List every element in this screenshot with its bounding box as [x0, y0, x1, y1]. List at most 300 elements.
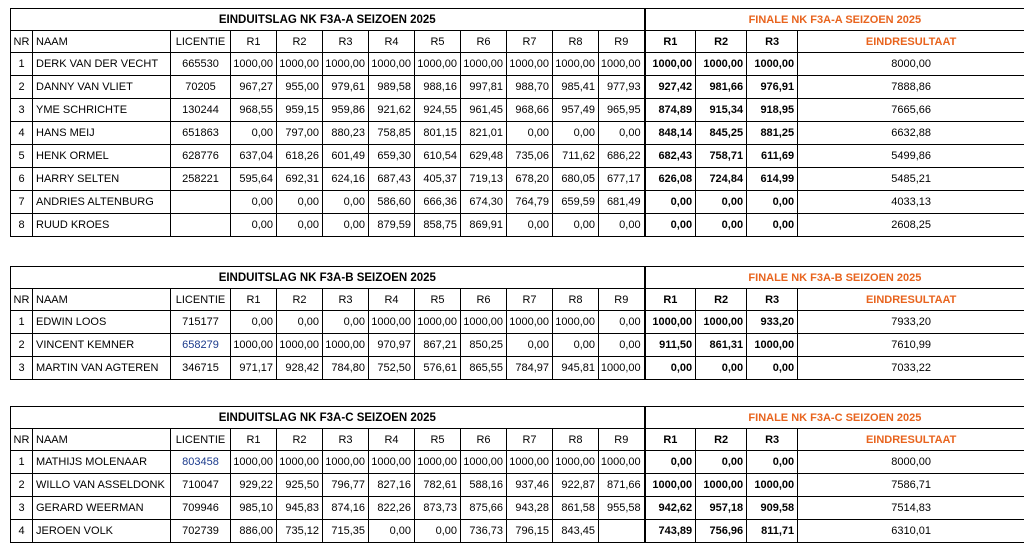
table-row — [11, 76, 1024, 99]
round-score: 758,85 — [369, 122, 415, 145]
row-nr: 2 — [11, 474, 33, 497]
table-row — [11, 334, 1024, 357]
table-row — [11, 191, 1024, 214]
final-result: 8000,00 — [798, 451, 1024, 474]
round-score: 1000,00 — [323, 53, 369, 76]
final-score: 848,14 — [645, 122, 696, 145]
final-score: 845,25 — [696, 122, 747, 145]
final-result: 7888,86 — [798, 76, 1024, 99]
final-score: 933,20 — [747, 311, 798, 334]
header-round: R5 — [415, 31, 461, 53]
final-score: 0,00 — [747, 214, 798, 237]
final-score: 614,99 — [747, 168, 798, 191]
round-score: 678,20 — [507, 168, 553, 191]
table-row — [11, 357, 1024, 380]
license-number: 715177 — [171, 311, 231, 334]
final-result: 5499,86 — [798, 145, 1024, 168]
header-licentie: LICENTIE — [171, 429, 231, 451]
final-score: 682,43 — [645, 145, 696, 168]
final-score: 861,31 — [696, 334, 747, 357]
round-score: 0,00 — [231, 122, 277, 145]
round-score: 989,58 — [369, 76, 415, 99]
round-score: 680,05 — [553, 168, 599, 191]
round-score: 624,16 — [323, 168, 369, 191]
round-score: 1000,00 — [415, 451, 461, 474]
round-score: 925,50 — [277, 474, 323, 497]
round-score: 1000,00 — [553, 451, 599, 474]
final-score: 918,95 — [747, 99, 798, 122]
round-score: 0,00 — [415, 520, 461, 543]
license-number: 70205 — [171, 76, 231, 99]
row-nr: 8 — [11, 214, 33, 237]
header-final-round: R1 — [645, 31, 696, 53]
round-score: 659,59 — [553, 191, 599, 214]
round-score: 0,00 — [553, 214, 599, 237]
header-naam: NAAM — [33, 31, 171, 53]
license-number: 702739 — [171, 520, 231, 543]
round-score: 1000,00 — [599, 53, 645, 76]
round-score: 735,12 — [277, 520, 323, 543]
pilot-name: GERARD WEERMAN — [33, 497, 171, 520]
final-score: 1000,00 — [696, 311, 747, 334]
round-score: 618,26 — [277, 145, 323, 168]
round-score: 929,22 — [231, 474, 277, 497]
final-score: 0,00 — [696, 191, 747, 214]
license-number — [171, 214, 231, 237]
round-score: 850,25 — [461, 334, 507, 357]
final-score: 1000,00 — [747, 334, 798, 357]
round-score: 692,31 — [277, 168, 323, 191]
final-score: 0,00 — [645, 451, 696, 474]
license-number[interactable]: 803458 — [171, 451, 231, 474]
row-nr: 5 — [11, 145, 33, 168]
pilot-name: VINCENT KEMNER — [33, 334, 171, 357]
header-round: R2 — [277, 31, 323, 53]
table-row — [11, 311, 1024, 334]
header-final-round: R1 — [645, 429, 696, 451]
header-round: R9 — [599, 429, 645, 451]
round-score: 977,93 — [599, 76, 645, 99]
round-score: 0,00 — [507, 334, 553, 357]
license-number[interactable]: 658279 — [171, 334, 231, 357]
header-round: R7 — [507, 429, 553, 451]
final-result: 7610,99 — [798, 334, 1024, 357]
round-score: 1000,00 — [323, 451, 369, 474]
final-score: 1000,00 — [696, 474, 747, 497]
final-score: 0,00 — [747, 191, 798, 214]
header-round: R4 — [369, 429, 415, 451]
round-score: 0,00 — [231, 214, 277, 237]
round-score: 1000,00 — [415, 311, 461, 334]
final-score: 743,89 — [645, 520, 696, 543]
header-round: R7 — [507, 31, 553, 53]
final-score: 915,34 — [696, 99, 747, 122]
round-score: 677,17 — [599, 168, 645, 191]
table-row — [11, 53, 1024, 76]
row-nr: 1 — [11, 451, 33, 474]
license-number: 665530 — [171, 53, 231, 76]
table-row — [11, 168, 1024, 191]
header-round: R4 — [369, 31, 415, 53]
header-round: R8 — [553, 429, 599, 451]
header-naam: NAAM — [33, 289, 171, 311]
header-round: R5 — [415, 429, 461, 451]
round-score: 0,00 — [369, 520, 415, 543]
row-nr: 6 — [11, 168, 33, 191]
final-score: 0,00 — [645, 357, 696, 380]
round-score: 970,97 — [369, 334, 415, 357]
round-score: 784,97 — [507, 357, 553, 380]
pilot-name: MARTIN VAN AGTEREN — [33, 357, 171, 380]
final-score: 0,00 — [645, 214, 696, 237]
header-round: R4 — [369, 289, 415, 311]
round-score: 843,45 — [553, 520, 599, 543]
round-score: 867,21 — [415, 334, 461, 357]
table-header-row — [11, 289, 1024, 311]
final-score: 724,84 — [696, 168, 747, 191]
pilot-name: DERK VAN DER VECHT — [33, 53, 171, 76]
final-result: 2608,25 — [798, 214, 1024, 237]
round-score: 715,35 — [323, 520, 369, 543]
license-number: 651863 — [171, 122, 231, 145]
header-nr: NR — [11, 31, 33, 53]
license-number: 710047 — [171, 474, 231, 497]
header-round: R3 — [323, 429, 369, 451]
results-table-f3a-a — [10, 8, 1024, 237]
round-score: 968,55 — [231, 99, 277, 122]
row-nr: 4 — [11, 520, 33, 543]
round-score: 796,77 — [323, 474, 369, 497]
final-result: 7586,71 — [798, 474, 1024, 497]
header-nr: NR — [11, 429, 33, 451]
round-score: 937,46 — [507, 474, 553, 497]
header-round: R1 — [231, 31, 277, 53]
round-score: 865,55 — [461, 357, 507, 380]
header-round: R1 — [231, 429, 277, 451]
final-score: 1000,00 — [747, 474, 798, 497]
final-score: 0,00 — [696, 451, 747, 474]
round-score: 1000,00 — [323, 334, 369, 357]
row-nr: 1 — [11, 53, 33, 76]
round-score: 869,91 — [461, 214, 507, 237]
final-score: 976,91 — [747, 76, 798, 99]
pilot-name: HENK ORMEL — [33, 145, 171, 168]
round-score: 801,15 — [415, 122, 461, 145]
header-round: R9 — [599, 31, 645, 53]
header-eindresultaat: EINDRESULTAAT — [798, 429, 1024, 451]
header-naam: NAAM — [33, 429, 171, 451]
header-round: R3 — [323, 31, 369, 53]
final-score: 881,25 — [747, 122, 798, 145]
table-row — [11, 214, 1024, 237]
header-round: R1 — [231, 289, 277, 311]
round-score: 784,80 — [323, 357, 369, 380]
header-round: R2 — [277, 429, 323, 451]
round-score: 736,73 — [461, 520, 507, 543]
round-score: 988,16 — [415, 76, 461, 99]
round-score: 985,10 — [231, 497, 277, 520]
table-title: EINDUITSLAG NK F3A-C SEIZOEN 2025 — [11, 407, 645, 429]
header-licentie: LICENTIE — [171, 289, 231, 311]
final-score: 1000,00 — [645, 474, 696, 497]
round-score: 659,30 — [369, 145, 415, 168]
final-score: 957,18 — [696, 497, 747, 520]
final-result: 6310,01 — [798, 520, 1024, 543]
header-eindresultaat: EINDRESULTAAT — [798, 289, 1024, 311]
row-nr: 3 — [11, 497, 33, 520]
round-score: 610,54 — [415, 145, 461, 168]
round-score: 752,50 — [369, 357, 415, 380]
round-score: 637,04 — [231, 145, 277, 168]
final-score: 1000,00 — [645, 311, 696, 334]
pilot-name: MATHIJS MOLENAAR — [33, 451, 171, 474]
final-score: 942,62 — [645, 497, 696, 520]
final-score: 1000,00 — [645, 53, 696, 76]
round-score: 945,83 — [277, 497, 323, 520]
round-score: 1000,00 — [599, 451, 645, 474]
round-score: 0,00 — [323, 214, 369, 237]
round-score: 0,00 — [599, 334, 645, 357]
table-title: EINDUITSLAG NK F3A-B SEIZOEN 2025 — [11, 267, 645, 289]
final-title: FINALE NK F3A-A SEIZOEN 2025 — [645, 9, 1024, 31]
round-score: 943,28 — [507, 497, 553, 520]
round-score: 886,00 — [231, 520, 277, 543]
round-score: 985,41 — [553, 76, 599, 99]
round-score: 959,86 — [323, 99, 369, 122]
results-table-f3a-c — [10, 406, 1024, 543]
final-title: FINALE NK F3A-B SEIZOEN 2025 — [645, 267, 1024, 289]
header-round: R6 — [461, 31, 507, 53]
table-header-row — [11, 429, 1024, 451]
round-score: 967,27 — [231, 76, 277, 99]
round-score: 797,00 — [277, 122, 323, 145]
header-nr: NR — [11, 289, 33, 311]
final-score: 626,08 — [645, 168, 696, 191]
round-score: 858,75 — [415, 214, 461, 237]
header-final-round: R1 — [645, 289, 696, 311]
round-score: 1000,00 — [231, 451, 277, 474]
table-row — [11, 122, 1024, 145]
round-score: 0,00 — [599, 122, 645, 145]
round-score: 735,06 — [507, 145, 553, 168]
final-score: 981,66 — [696, 76, 747, 99]
header-final-round: R3 — [747, 429, 798, 451]
pilot-name: HARRY SELTEN — [33, 168, 171, 191]
license-number: 258221 — [171, 168, 231, 191]
round-score: 827,16 — [369, 474, 415, 497]
round-score: 711,62 — [553, 145, 599, 168]
table-row — [11, 474, 1024, 497]
pilot-name: YME SCHRICHTE — [33, 99, 171, 122]
round-score: 959,15 — [277, 99, 323, 122]
round-score: 1000,00 — [507, 311, 553, 334]
pilot-name: RUUD KROES — [33, 214, 171, 237]
round-score: 586,60 — [369, 191, 415, 214]
round-score: 764,79 — [507, 191, 553, 214]
final-result: 5485,21 — [798, 168, 1024, 191]
round-score: 861,58 — [553, 497, 599, 520]
final-score: 909,58 — [747, 497, 798, 520]
license-number: 709946 — [171, 497, 231, 520]
round-score: 988,70 — [507, 76, 553, 99]
round-score: 1000,00 — [231, 334, 277, 357]
header-final-round: R2 — [696, 289, 747, 311]
final-score: 756,96 — [696, 520, 747, 543]
round-score: 0,00 — [553, 334, 599, 357]
round-score: 1000,00 — [369, 53, 415, 76]
table-title-row — [11, 407, 1024, 429]
round-score: 1000,00 — [599, 357, 645, 380]
round-score: 782,61 — [415, 474, 461, 497]
row-nr: 1 — [11, 311, 33, 334]
round-score: 880,23 — [323, 122, 369, 145]
round-score: 719,13 — [461, 168, 507, 191]
header-round: R7 — [507, 289, 553, 311]
license-number: 628776 — [171, 145, 231, 168]
round-score: 1000,00 — [461, 451, 507, 474]
license-number: 130244 — [171, 99, 231, 122]
round-score: 595,64 — [231, 168, 277, 191]
table-row — [11, 145, 1024, 168]
header-licentie: LICENTIE — [171, 31, 231, 53]
final-score: 0,00 — [747, 357, 798, 380]
round-score: 0,00 — [323, 311, 369, 334]
table-row — [11, 520, 1024, 543]
final-score: 0,00 — [696, 214, 747, 237]
pilot-name: ANDRIES ALTENBURG — [33, 191, 171, 214]
table-title-row — [11, 267, 1024, 289]
header-final-round: R3 — [747, 31, 798, 53]
row-nr: 3 — [11, 99, 33, 122]
round-score: 873,73 — [415, 497, 461, 520]
round-score: 997,81 — [461, 76, 507, 99]
round-score: 1000,00 — [507, 451, 553, 474]
round-score: 955,00 — [277, 76, 323, 99]
round-score: 971,17 — [231, 357, 277, 380]
round-score: 821,01 — [461, 122, 507, 145]
round-score: 945,81 — [553, 357, 599, 380]
round-score: 588,16 — [461, 474, 507, 497]
round-score: 0,00 — [599, 214, 645, 237]
round-score: 1000,00 — [461, 311, 507, 334]
round-score: 0,00 — [277, 191, 323, 214]
final-result: 8000,00 — [798, 53, 1024, 76]
pilot-name: HANS MEIJ — [33, 122, 171, 145]
round-score: 979,61 — [323, 76, 369, 99]
round-score: 629,48 — [461, 145, 507, 168]
round-score: 681,49 — [599, 191, 645, 214]
final-score: 911,50 — [645, 334, 696, 357]
final-score: 0,00 — [747, 451, 798, 474]
round-score: 601,49 — [323, 145, 369, 168]
round-score: 0,00 — [231, 311, 277, 334]
round-score: 965,95 — [599, 99, 645, 122]
round-score: 874,16 — [323, 497, 369, 520]
round-score: 0,00 — [231, 191, 277, 214]
round-score: 0,00 — [323, 191, 369, 214]
header-round: R8 — [553, 289, 599, 311]
row-nr: 4 — [11, 122, 33, 145]
header-round: R9 — [599, 289, 645, 311]
header-round: R8 — [553, 31, 599, 53]
round-score: 875,66 — [461, 497, 507, 520]
table-row — [11, 99, 1024, 122]
round-score: 0,00 — [507, 122, 553, 145]
round-score: 879,59 — [369, 214, 415, 237]
final-result: 7933,20 — [798, 311, 1024, 334]
header-final-round: R2 — [696, 429, 747, 451]
round-score: 0,00 — [599, 311, 645, 334]
table-title: EINDUITSLAG NK F3A-A SEIZOEN 2025 — [11, 9, 645, 31]
row-nr: 3 — [11, 357, 33, 380]
header-round: R3 — [323, 289, 369, 311]
round-score: 0,00 — [277, 311, 323, 334]
round-score: 0,00 — [507, 214, 553, 237]
round-score: 921,62 — [369, 99, 415, 122]
final-score: 874,89 — [645, 99, 696, 122]
header-final-round: R3 — [747, 289, 798, 311]
round-score: 576,61 — [415, 357, 461, 380]
results-table-f3a-b — [10, 266, 1024, 380]
round-score: 687,43 — [369, 168, 415, 191]
header-round: R6 — [461, 289, 507, 311]
table-header-row — [11, 31, 1024, 53]
round-score: 405,37 — [415, 168, 461, 191]
round-score: 0,00 — [553, 122, 599, 145]
round-score: 1000,00 — [277, 53, 323, 76]
final-score: 0,00 — [696, 357, 747, 380]
round-score: 957,49 — [553, 99, 599, 122]
final-result: 7033,22 — [798, 357, 1024, 380]
final-score: 1000,00 — [747, 53, 798, 76]
round-score: 1000,00 — [553, 311, 599, 334]
row-nr: 2 — [11, 76, 33, 99]
round-score: 871,66 — [599, 474, 645, 497]
header-eindresultaat: EINDRESULTAAT — [798, 31, 1024, 53]
header-round: R5 — [415, 289, 461, 311]
round-score: 674,30 — [461, 191, 507, 214]
round-score: 1000,00 — [277, 334, 323, 357]
round-score: 796,15 — [507, 520, 553, 543]
row-nr: 7 — [11, 191, 33, 214]
round-score: 1000,00 — [461, 53, 507, 76]
round-score: 955,58 — [599, 497, 645, 520]
round-score: 1000,00 — [369, 451, 415, 474]
license-number: 346715 — [171, 357, 231, 380]
table-row — [11, 451, 1024, 474]
final-result: 6632,88 — [798, 122, 1024, 145]
round-score: 686,22 — [599, 145, 645, 168]
final-score: 0,00 — [645, 191, 696, 214]
table-title-row — [11, 9, 1024, 31]
final-result: 7514,83 — [798, 497, 1024, 520]
pilot-name: DANNY VAN VLIET — [33, 76, 171, 99]
final-score: 611,69 — [747, 145, 798, 168]
round-score: 666,36 — [415, 191, 461, 214]
round-score: 0,00 — [277, 214, 323, 237]
final-score: 811,71 — [747, 520, 798, 543]
row-nr: 2 — [11, 334, 33, 357]
header-final-round: R2 — [696, 31, 747, 53]
round-score: 1000,00 — [415, 53, 461, 76]
header-round: R6 — [461, 429, 507, 451]
round-score: 1000,00 — [507, 53, 553, 76]
final-title: FINALE NK F3A-C SEIZOEN 2025 — [645, 407, 1024, 429]
round-score: 1000,00 — [369, 311, 415, 334]
round-score: 1000,00 — [277, 451, 323, 474]
table-row — [11, 497, 1024, 520]
round-score — [599, 520, 645, 543]
